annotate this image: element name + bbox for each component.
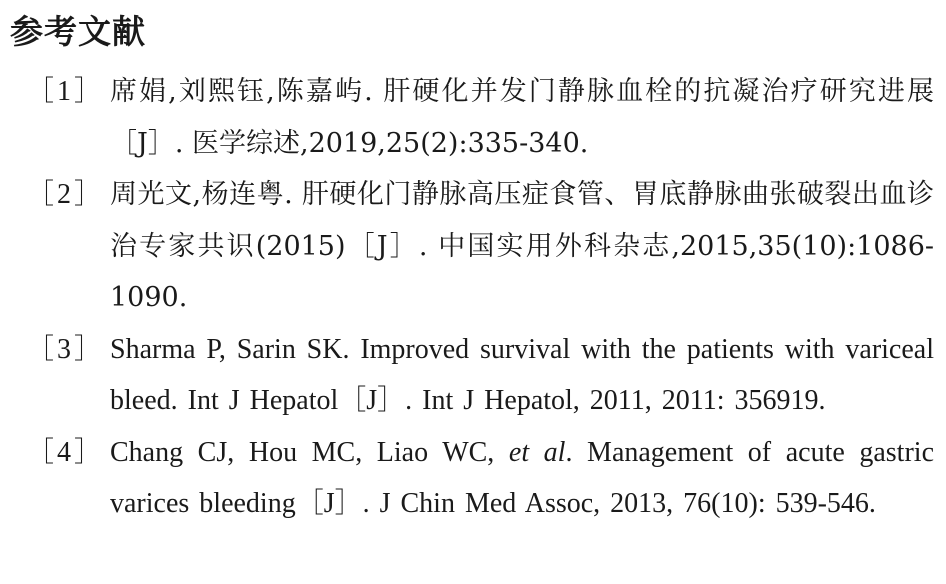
reference-number: ［4］	[26, 436, 106, 468]
reference-title-source: . Management of acute gastric varices bleeding［J］. J Chin Med Assoc, 2013, 76(10): 539-546.	[110, 436, 934, 519]
reference-list	[0, 66, 946, 530]
reference-number: ［1］	[26, 76, 106, 107]
reference-item-2	[0, 169, 946, 324]
reference-text: Sharma P, Sarin SK. Improved survival with the patients with variceal bleed. Int J Hepatol［J］. Int J Hepatol, 2011, 2011: 356919.	[110, 333, 934, 416]
reference-item-3	[0, 324, 946, 427]
reference-item-4	[0, 427, 946, 530]
reference-text	[110, 427, 934, 530]
references-heading: 参考文献	[10, 12, 146, 51]
reference-number: ［3］	[26, 333, 106, 365]
reference-et-al: et al	[508, 436, 566, 468]
reference-text: 周光文,杨连粤. 肝硬化门静脉高压症食管、胃底静脉曲张破裂出血诊治专家共识(2015)［J］. 中国实用外科杂志,2015,35(10):1086-1090.	[110, 179, 934, 313]
reference-text: 席娟,刘熙钰,陈嘉屿. 肝硬化并发门静脉血栓的抗凝治疗研究进展［J］. 医学综述,2019,25(2):335-340.	[110, 76, 934, 159]
reference-number: ［2］	[26, 179, 106, 210]
reference-authors: Chang CJ, Hou MC, Liao WC,	[110, 436, 509, 468]
reference-item-1	[0, 66, 946, 169]
